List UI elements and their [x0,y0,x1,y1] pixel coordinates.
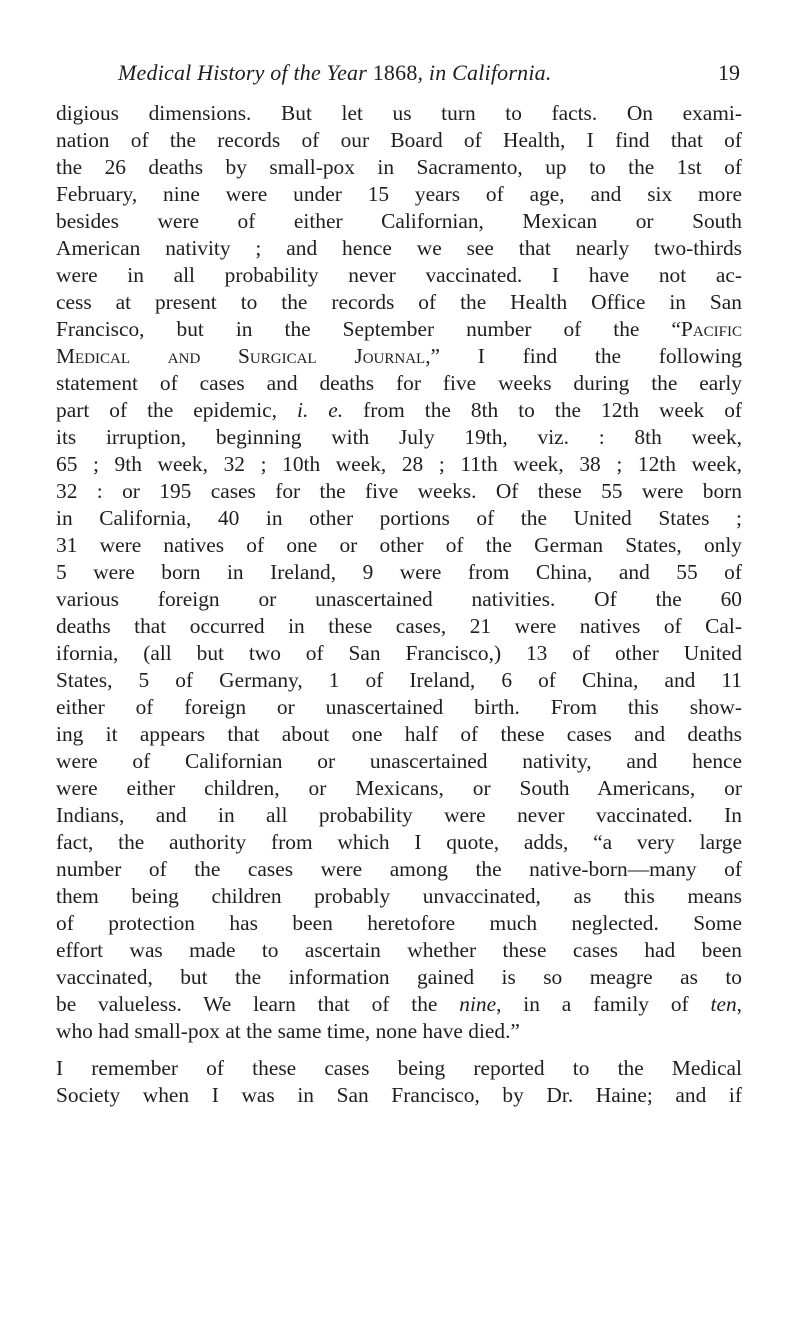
text-line: besides were of either Californian, Mexican or South [56,209,742,233]
text-line: vaccinated, but the information gained is so meagre as to [56,965,742,989]
text-line: Society when I was in San Francisco, by Dr. Haine; and if [56,1083,742,1107]
running-head [118,60,740,90]
text-line: its irruption, beginning with July 19th, viz. : 8th week, [56,425,742,449]
text-line: effort was made to ascertain whether these cases had been [56,938,742,962]
text-line: States, 5 of Germany, 1 of Ireland, 6 of China, and 11 [56,668,742,692]
text-line: American nativity ; and hence we see that nearly two-thirds [56,236,742,260]
text-line: Francisco, but in the September number of the “Pacific [56,317,742,341]
text-line: 31 were natives of one or other of the German States, only [56,533,742,557]
text-line: 5 were born in Ireland, 9 were from China, and 55 of [56,560,742,584]
text-line: either of foreign or unascertained birth. From this show- [56,695,742,719]
text-line: nation of the records of our Board of Health, I find that of [56,128,742,152]
text-line: were in all probability never vaccinated. I have not ac- [56,263,742,287]
text-line: I remember of these cases being reported to the Medical [56,1056,742,1080]
text-line: February, nine were under 15 years of age, and six more [56,182,742,206]
text-line: in California, 40 in other portions of the United States ; [56,506,742,530]
text-line: part of the epidemic, i. e. from the 8th to the 12th week of [56,398,743,422]
running-title-part1: Medical History of the Year [118,60,373,85]
text-line: 32 : or 195 cases for the five weeks. Of these 55 were born [56,479,742,503]
running-title [118,60,552,86]
paragraph [56,100,742,1045]
text-line: ing it appears that about one half of these cases and deaths [56,722,742,746]
text-line: 65 ; 9th week, 32 ; 10th week, 28 ; 11th week, 38 ; 12th week, [56,452,742,476]
text-line: them being children probably unvaccinated, as this means [56,884,742,908]
text-line: statement of cases and deaths for five weeks during the early [56,371,742,395]
text-line: who had small-pox at the same time, none have died.” [56,1019,520,1043]
text-line: cess at present to the records of the Health Office in San [56,290,742,314]
text-line: ifornia, (all but two of San Francisco,) 13 of other United [56,641,742,665]
body-text [56,100,742,1109]
running-title-part2: , in California. [417,60,552,85]
text-line: were either children, or Mexicans, or South Americans, or [56,776,742,800]
text-line: the 26 deaths by small-pox in Sacramento, up to the 1st of [56,155,742,179]
text-line: various foreign or unascertained nativities. Of the 60 [56,587,742,611]
running-title-year: 1868 [372,60,418,85]
page-number: 19 [718,60,740,85]
text-line: number of the cases were among the native-born—many of [56,857,742,881]
text-line: deaths that occurred in these cases, 21 were natives of Cal- [56,614,742,638]
text-line: be valueless. We learn that of the nine, in a family of ten, [56,992,743,1016]
text-line: fact, the authority from which I quote, adds, “a very large [56,830,742,854]
text-line: digious dimensions. But let us turn to facts. On exami- [56,101,742,125]
text-line: Indians, and in all probability were never vaccinated. In [56,803,742,827]
text-line: of protection has been heretofore much neglected. Some [56,911,742,935]
paragraph [56,1055,742,1109]
text-line: were of Californian or unascertained nativity, and hence [56,749,742,773]
text-line: Medical and Surgical Journal,” I find the following [56,344,742,368]
paragraph-gap [56,1045,742,1055]
